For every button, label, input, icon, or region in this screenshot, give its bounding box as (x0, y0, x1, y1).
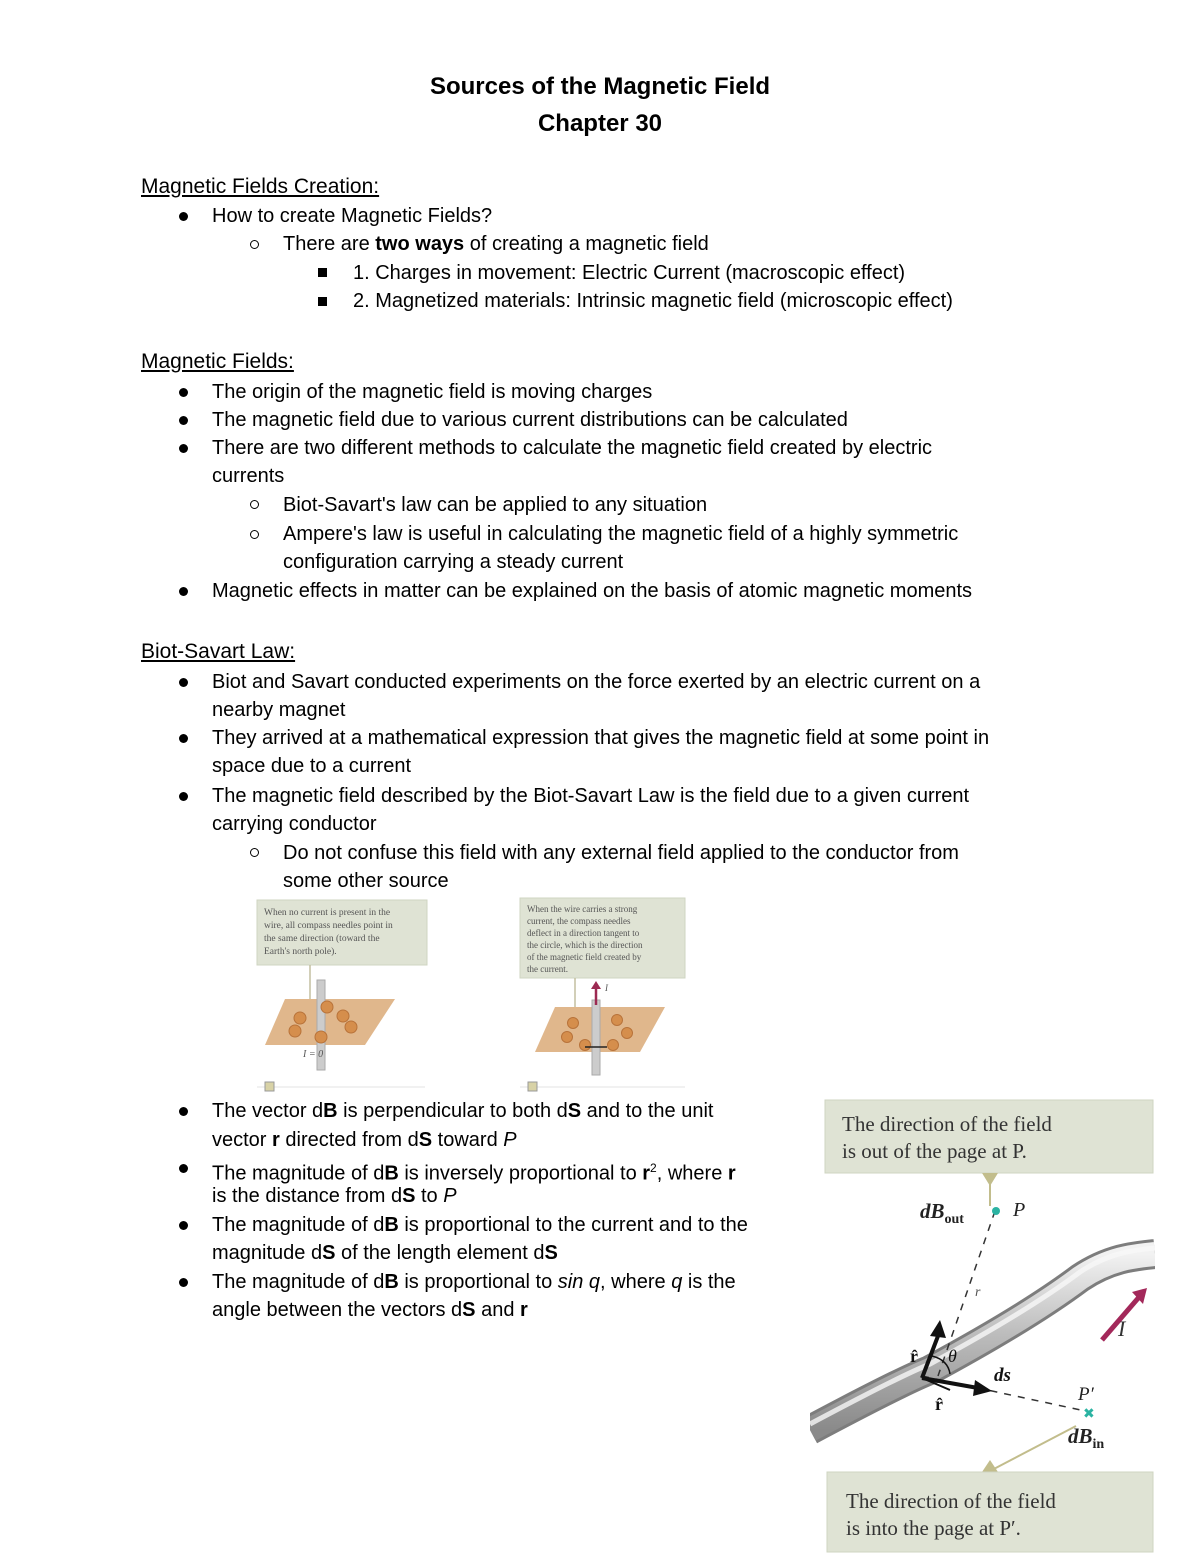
svg-text:The direction of the field: The direction of the field (846, 1489, 1056, 1513)
bullet-square (318, 268, 327, 277)
svg-text:When the wire carries a strong: When the wire carries a strong (527, 904, 638, 914)
compass-figure (255, 895, 695, 1095)
svg-text:wire, all compass needles poin: wire, all compass needles point in (264, 921, 393, 931)
page-title: Sources of the Magnetic Field (429, 73, 771, 100)
svg-text:Earth's north pole).: Earth's north pole). (264, 947, 337, 957)
svg-text:is out of the page at P.: is out of the page at P. (842, 1139, 1027, 1163)
bullet-dot (179, 734, 188, 743)
list-item: Do not confuse this field with any external field applied to the conductor from (283, 842, 959, 864)
svg-text:of the magnetic field created: of the magnetic field created by (527, 952, 642, 962)
bullet-dot (179, 1107, 188, 1116)
svg-text:When no current is present in: When no current is present in the (264, 908, 391, 918)
list-item: Biot-Savart's law can be applied to any situation (283, 494, 708, 516)
rhat-label-upper: r̂ (910, 1346, 918, 1366)
heading-biot-savart-law: Biot-Savart Law: (141, 640, 296, 663)
bullet-dot (179, 792, 188, 801)
list-item: They arrived at a mathematical expression that gives the magnetic field at some point in (212, 727, 990, 749)
bullet-circle (250, 240, 259, 249)
list-item-cont: configuration carrying a steady current (283, 551, 624, 573)
bullet-dot (179, 587, 188, 596)
bullet-dot (179, 388, 188, 397)
list-item: The magnitude of dB is inversely proportional to $r^2$, where r (212, 1161, 736, 1185)
Pprime-label: P′ (1078, 1384, 1094, 1405)
bullet-dot (179, 444, 188, 453)
svg-text:current, the compass needles: current, the compass needles (527, 916, 631, 926)
list-item: 2. Magnetized materials: Intrinsic magnetic field (microscopic effect) (353, 290, 953, 312)
heading-magnetic-fields: Magnetic Fields: (141, 350, 294, 373)
list-item: The magnetic field described by the Biot-Savart Law is the field due to a given current (212, 785, 970, 807)
list-item: The vector dB is perpendicular to both dS and to the unit (212, 1100, 714, 1122)
chapter-title: Chapter 30 (537, 110, 663, 137)
theta-label: θ (948, 1346, 957, 1366)
rhat-label-lower: r̂ (935, 1394, 943, 1414)
list-item: Magnetic effects in matter can be explained on the basis of atomic magnetic moments (212, 580, 973, 602)
dBin-label: $dB_{in}$ (1068, 1424, 1105, 1452)
svg-text:the circle, which is the direc: the circle, which is the direction (527, 940, 643, 950)
svg-text:is into the page at P′.: is into the page at P′. (846, 1516, 1021, 1540)
bullet-circle (250, 848, 259, 857)
bullet-dot (179, 1278, 188, 1287)
list-item: Ampere's law is useful in calculating the magnetic field of a highly symmetric (283, 523, 959, 545)
bullet-circle (250, 530, 259, 539)
list-item-cont: nearby magnet (212, 699, 346, 721)
list-item-cont: is the distance from dS to P (212, 1185, 457, 1207)
list-item-cont: angle between the vectors dS and r (212, 1299, 528, 1321)
list-item: The magnetic field due to various current distributions can be calculated (212, 409, 848, 431)
list-item-cont: currents (212, 465, 285, 487)
list-item-cont: vector r directed from dS toward P (212, 1129, 517, 1151)
list-item: The magnitude of dB is proportional to sin q, where q is the (212, 1271, 736, 1293)
current-label: I (605, 983, 608, 993)
list-item-cont: space due to a current (212, 755, 412, 777)
list-item: The magnitude of dB is proportional to the current and to the (212, 1214, 748, 1236)
list-item: 1. Charges in movement: Electric Current (macroscopic effect) (353, 262, 906, 284)
svg-text:deflect in a direction tangent: deflect in a direction tangent to (527, 928, 640, 938)
svg-text:The direction of the field: The direction of the field (842, 1112, 1052, 1136)
I-label: I (1118, 1316, 1126, 1341)
ds-label: ds (994, 1365, 1011, 1386)
bullet-dot (179, 416, 188, 425)
bullet-square (318, 297, 327, 306)
list-item-cont: some other source (283, 870, 449, 892)
svg-text:the current.: the current. (527, 964, 568, 974)
list-item-cont: carrying conductor (212, 813, 377, 835)
bullet-dot (179, 1221, 188, 1230)
list-item: Biot and Savart conducted experiments on the force exerted by an electric current on a (212, 671, 981, 693)
x-mark-icon: ✖ (1083, 1407, 1095, 1422)
svg-text:the same direction (toward the: the same direction (toward the (264, 934, 380, 944)
list-item: There are two different methods to calculate the magnetic field created by electric (212, 437, 933, 459)
bullet-dot (179, 678, 188, 687)
list-item-cont: magnitude dS of the length element dS (212, 1242, 558, 1264)
i-zero-label: I = 0 (303, 1049, 324, 1060)
P-label: P (1013, 1199, 1026, 1221)
list-item: There are two ways of creating a magnetic field (283, 233, 709, 255)
dBout-label: $dB_{out}$ (920, 1199, 964, 1227)
biot-savart-figure (810, 1098, 1155, 1553)
list-item: How to create Magnetic Fields? (212, 205, 493, 227)
bullet-dot (179, 212, 188, 221)
heading-magnetic-fields-creation: Magnetic Fields Creation: (141, 175, 380, 198)
r-label: r (975, 1285, 981, 1300)
bullet-dot (179, 1164, 188, 1173)
bullet-circle (250, 500, 259, 509)
list-item: The origin of the magnetic field is moving charges (212, 381, 653, 403)
